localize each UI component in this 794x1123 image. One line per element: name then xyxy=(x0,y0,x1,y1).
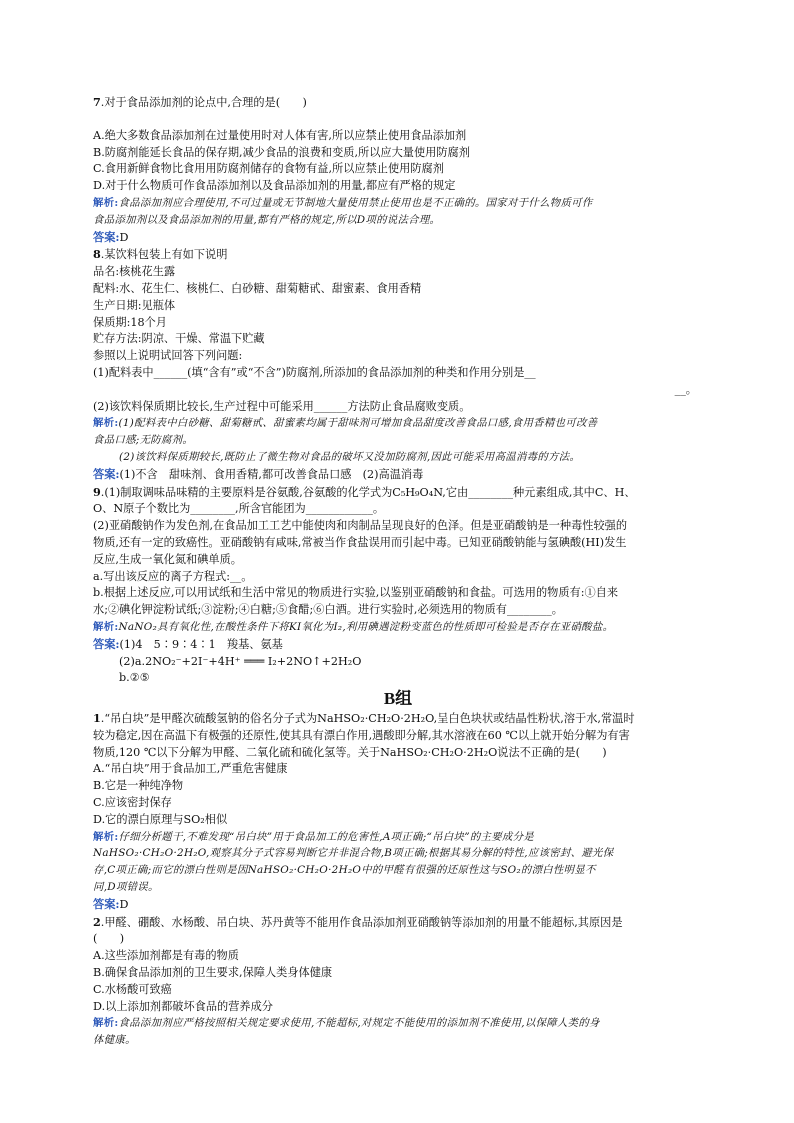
section-b-title: B组 xyxy=(383,689,413,709)
q8-info-date: 生产日期:见瓶体 xyxy=(93,298,176,312)
q8-sub1-tail: __。 xyxy=(674,382,697,396)
b1-analysis-cont-1: NaHSO₂·CH₂O·2H₂O,观察其分子式容易判断它并非混合物,B项正确;根据其易分解的特性,应该密封、避光保 xyxy=(93,847,614,860)
q8-info-storage: 贮存方法:阴凉、干燥、常温下贮藏 xyxy=(93,332,265,346)
b2-analysis-cont: 体健康。 xyxy=(93,1034,136,1047)
b1-analysis: 解析:仔细分析题干,不难发现“吊白块”用于食品加工的危害性,A项正确;“吊白块”的主要成分是 xyxy=(93,830,534,843)
q8-analysis: 解析:(1)配料表中白砂糖、甜菊糖甙、甜蜜素均属于甜味剂可增加食品甜度改善食品口感,食用香精也可改善 xyxy=(93,417,598,430)
q7-option-d: D.对于什么物质可作食品添加剂以及食品添加剂的用量,都应有严格的规定 xyxy=(93,179,456,193)
q7-answer: 答案:D xyxy=(93,229,129,244)
q8-stem: 8.某饮料包装上有如下说明 xyxy=(93,247,228,262)
q8-analysis-cont: 食品口感;无防腐剂。 xyxy=(93,434,194,447)
b1-line-2: 较为稳定,因在高温下有极强的还原性,使其具有漂白作用,遇酸即分解,其水溶液在60 ℃以上就开始分解为有害 xyxy=(93,728,630,742)
q9-answer: 答案:(1)4 5∶9∶4∶1 羧基、氨基 xyxy=(93,636,283,651)
b2-stem: 2.甲醛、硼酸、水杨酸、吊白块、苏丹黄等不能用作食品添加剂亚硝酸钠等添加剂的用量不能超标,其原因是 xyxy=(93,914,623,929)
b1-option-b: B.它是一种纯净物 xyxy=(93,779,184,793)
q8-info-shelf-life: 保质期:18个月 xyxy=(93,315,167,329)
document-page xyxy=(93,94,703,1049)
b1-option-d: D.它的漂白原理与SO₂相似 xyxy=(93,812,228,826)
b1-line-3: 物质,120 ℃以下分解为甲醛、二氧化硫和硫化氢等。关于NaHSO₂·CH₂O·2H₂O说法不正确的是( ) xyxy=(93,745,607,759)
b2-option-a: A.这些添加剂都是有毒的物质 xyxy=(93,949,239,963)
q8-answer: 答案:(1)不含 甜味剂、食用香精,都可改善食品口感 (2)高温消毒 xyxy=(93,466,424,481)
q8-info-name: 品名:核桃花生露 xyxy=(93,265,176,279)
b1-line-1: 1.“吊白块”是甲醛次硫酸氢钠的俗名分子式为NaHSO₂·CH₂O·2H₂O,呈白色块状或结晶性粉状,溶于水,常温时 xyxy=(93,711,635,726)
q9-answer-b: b.②⑤ xyxy=(119,671,150,685)
b2-analysis: 解析:食品添加剂应严格按照相关规定要求使用,不能超标,对规定不能使用的添加剂不准使用,以保障人类的身 xyxy=(93,1017,600,1030)
q7-stem: 7.对于食品添加剂的论点中,合理的是( ) xyxy=(93,95,307,109)
b1-analysis-cont-2: 存,C项正确;而它的漂白性则是因NaHSO₂·CH₂O·2H₂O中的甲醛有很强的还原性这与SO₂的漂白性明显不 xyxy=(93,864,596,877)
q8-sub1: (1)配料表中______(填“含有”或“不含”)防腐剂,所添加的食品添加剂的种类和作用分别是__ xyxy=(93,365,536,379)
q8-sub2: (2)该饮料保质期比较长,生产过程中可能采用______方法防止食品腐败变质。 xyxy=(93,399,471,413)
q9-answer-equation: (2)a.2NO₂⁻+2I⁻+4H⁺ ═══ I₂+2NO↑+2H₂O xyxy=(119,654,362,668)
q7-analysis: 解析:食品添加剂应合理使用,不可过量或无节制地大量使用禁止使用也是不正确的。国家对于什么物质可作 xyxy=(93,196,593,209)
q7-option-b: B.防腐剂能延长食品的保存期,减少食品的浪费和变质,所以应大量使用防腐剂 xyxy=(93,145,470,159)
q9-line-3: (2)亚硝酸钠作为发色剂,在食品加工工艺中能使肉和肉制品呈现良好的色泽。但是亚硝酸钠是一种毒性较强的 xyxy=(93,519,628,533)
b1-option-a: A.“吊白块”用于食品加工,严重危害健康 xyxy=(93,762,288,776)
q7-option-a: A.绝大多数食品添加剂在过量使用时对人体有害,所以应禁止使用食品添加剂 xyxy=(93,128,467,142)
b2-option-c: C.水杨酸可致癌 xyxy=(93,982,172,996)
b2-answer-paren: ( ) xyxy=(93,932,125,946)
q9-line-5: 反应,生成一氧化氮和碘单质。 xyxy=(93,552,242,566)
b2-option-b: B.确保食品添加剂的卫生要求,保障人类身体健康 xyxy=(93,966,333,980)
q9-line-4: 物质,还有一定的致癌性。亚硝酸钠有咸味,常被当作食盐误用而引起中毒。已知亚硝酸钠能与氢碘酸(HI)发生 xyxy=(93,535,627,549)
b1-analysis-cont-3: 同,D项错误。 xyxy=(93,881,159,894)
q9-line-6: a.写出该反应的离子方程式:__。 xyxy=(93,569,253,583)
q9-analysis: 解析:NaNO₂具有氧化性,在酸性条件下将KI氧化为I₂,利用碘遇淀粉变蓝色的性质即可检验是否存在亚硝酸盐。 xyxy=(93,620,614,633)
b1-answer: 答案:D xyxy=(93,896,129,911)
q9-line-2: O、N原子个数比为________,所含官能团为____________。 xyxy=(93,502,385,516)
q7-analysis-cont: 食品添加剂以及食品添加剂的用量,都有严格的规定,所以D项的说法合理。 xyxy=(93,213,441,226)
q9-line-7: b.根据上述反应,可以用试纸和生活中常见的物质进行实验,以鉴别亚硝酸钠和食盐。可选用的物质有:①自来 xyxy=(93,586,619,600)
q8-info-ingredients: 配料:水、花生仁、核桃仁、白砂糖、甜菊糖甙、甜蜜素、食用香精 xyxy=(93,281,422,295)
q9-line-8: 水;②碘化钾淀粉试纸;③淀粉;④白糖;⑤食醋;⑥白酒。进行实验时,必须选用的物质有________。 xyxy=(93,603,563,617)
q7-option-c: C.食用新鲜食物比食用用防腐剂储存的食物有益,所以应禁止使用防腐剂 xyxy=(93,162,444,176)
b2-option-d: D.以上添加剂都破坏食品的营养成分 xyxy=(93,999,273,1013)
b1-option-c: C.应该密封保存 xyxy=(93,796,172,810)
q9-line-1: 9.(1)制取调味品味精的主要原料是谷氨酸,谷氨酸的化学式为C₅H₉O₄N,它由________种元素组成,其中C、H、 xyxy=(93,484,636,499)
q8-info-prompt: 参照以上说明试回答下列问题: xyxy=(93,349,243,363)
q8-analysis-part2: (2)该饮料保质期较长,既防止了微生物对食品的破坏又没加防腐剂,因此可能采用高温消毒的方法。 xyxy=(119,450,581,463)
